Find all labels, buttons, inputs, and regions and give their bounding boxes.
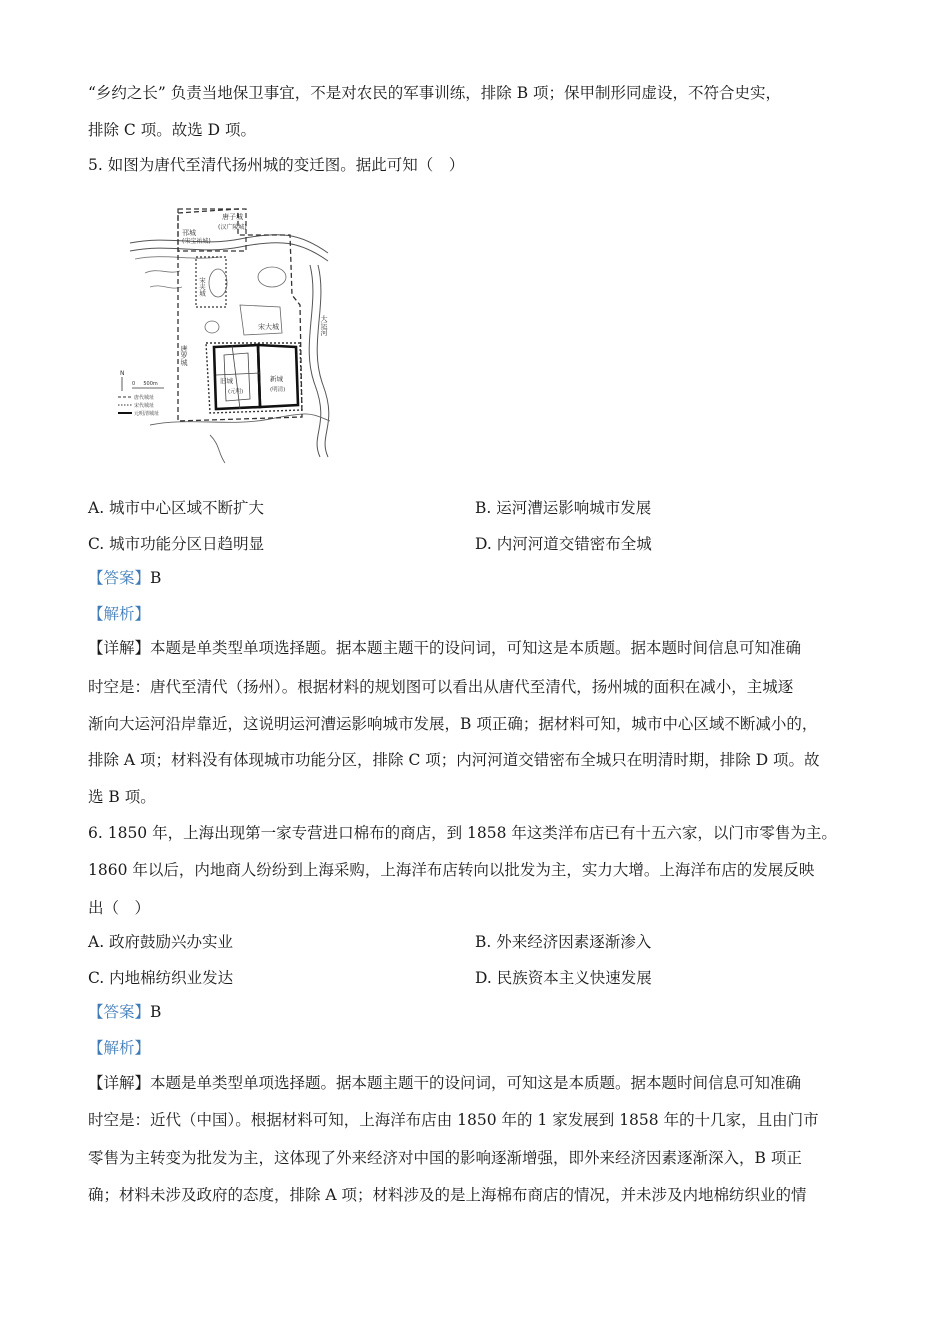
label-xin-cheng: 新城 [270, 375, 283, 383]
label-bao-cheng-sub: (宋宝祐城) [182, 238, 211, 245]
detail-line: 选 B 项。 [88, 788, 156, 806]
label-song-da: 宋大城 [258, 323, 279, 331]
text-line: “乡约之长” 负责当地保卫事宜，不是对农民的军事训练，排除 B 项；保甲制形同虚设，不符合史实， [88, 84, 782, 102]
label-jiu-cheng-sub: (元明) [228, 389, 244, 395]
river-line [130, 235, 328, 253]
legend-ming: 元明清城址 [134, 411, 160, 417]
label-han-guang-ling: (汉广陵城) [218, 224, 247, 231]
option-b: B. 运河漕运影响城市发展 [475, 499, 652, 517]
scale-bar: 0 500m [132, 381, 158, 387]
answer-line [88, 568, 161, 588]
detail-line: 确；材料未涉及政府的态度，排除 A 项；材料涉及的是上海棉布商店的情况，并未涉及内地棉纺织业的情 [88, 1186, 807, 1204]
option-d: D. 内河河道交错密布全城 [475, 535, 652, 553]
question-stem: 6. 1850 年，上海出现第一家专营进口棉布的商店，到 1858 年这类洋布店已有十五六家，以门市零售为主。 [88, 824, 837, 842]
question-stem: 出（ ） [88, 899, 151, 917]
label-river: 大运河 [320, 315, 328, 336]
river-line [150, 286, 182, 288]
detail-line [88, 638, 801, 658]
answer-value: B [150, 1003, 162, 1021]
answer-tag: 【答案】 [88, 569, 151, 587]
yangzhou-city-map [110, 195, 340, 465]
grand-canal [309, 265, 321, 457]
option-a: A. 城市中心区域不断扩大 [88, 499, 265, 517]
label-song-jia: 宋夹城 [198, 277, 206, 297]
river-line [130, 243, 328, 261]
detail-text: 本题是单类型单项选择题。据本题主题干的设问词，可知这是本质题。据本题时间信息可知准确 [150, 639, 802, 657]
detail-tag: 【详解】 [88, 1074, 151, 1092]
river-line [210, 435, 225, 463]
label-tang-zi: 唐子城 [222, 213, 243, 221]
answer-tag: 【答案】 [88, 1003, 151, 1021]
question-stem: 5. 如图为唐代至清代扬州城的变迁图。据此可知（ ） [88, 156, 465, 174]
detail-line: 零售为主转变为批发为主，这体现了外来经济对中国的影响逐渐增强，即外来经济因素逐渐深入，B 项正 [88, 1149, 802, 1167]
analysis-tag: 【解析】 [88, 1039, 151, 1057]
detail-line [88, 1073, 801, 1093]
label-jiu-cheng: 旧城 [220, 377, 233, 385]
detail-line: 时空是：唐代至清代（扬州）。根据材料的规划图可以看出从唐代至清代，扬州城的面积在减小，主城逐 [88, 678, 794, 696]
detail-text: 本题是单类型单项选择题。据本题主题干的设问词，可知这是本质题。据本题时间信息可知准确 [150, 1074, 802, 1092]
pond [258, 267, 286, 287]
text-line: 排除 C 项。故选 D 项。 [88, 121, 256, 139]
river-line [145, 271, 180, 273]
north-arrow-icon: N [120, 370, 125, 377]
detail-line: 渐向大运河沿岸靠近，这说明运河漕运影响城市发展，B 项正确；据材料可知，城市中心区域不断减小的， [88, 715, 818, 733]
detail-tag: 【详解】 [88, 639, 151, 657]
option-d: D. 民族资本主义快速发展 [475, 969, 652, 987]
label-xin-cheng-sub: (明清) [270, 387, 286, 393]
option-c: C. 内地棉纺织业发达 [88, 969, 234, 987]
option-a: A. 政府鼓励兴办实业 [88, 933, 234, 951]
pond [209, 269, 227, 297]
legend-tang: 唐代城址 [134, 395, 155, 401]
inner-street [232, 345, 240, 409]
answer-value: B [150, 569, 162, 587]
option-c: C. 城市功能分区日趋明显 [88, 535, 265, 553]
label-tang-luo: 唐罗城 [180, 345, 188, 366]
legend-song: 宋代城址 [134, 403, 155, 409]
analysis-tag: 【解析】 [88, 605, 151, 623]
option-b: B. 外来经济因素逐渐渗入 [475, 933, 652, 951]
inner-street [216, 373, 260, 375]
detail-line: 时空是：近代（中国）。根据材料可知，上海洋布店由 1850 年的 1 家发展到 1858 年的十几家，且由门市 [88, 1111, 819, 1129]
answer-line [88, 1002, 161, 1022]
label-bao-cheng: 邗城 [182, 229, 196, 237]
detail-line: 排除 A 项；材料没有体现城市功能分区，排除 C 项；内河河道交错密布全城只在明清时期，排除 D 项。故 [88, 751, 820, 769]
pond [205, 321, 219, 333]
question-stem: 1860 年以后，内地商人纷纷到上海采购，上海洋布店转向以批发为主，实力大增。上海洋布店的发展反映 [88, 861, 815, 879]
